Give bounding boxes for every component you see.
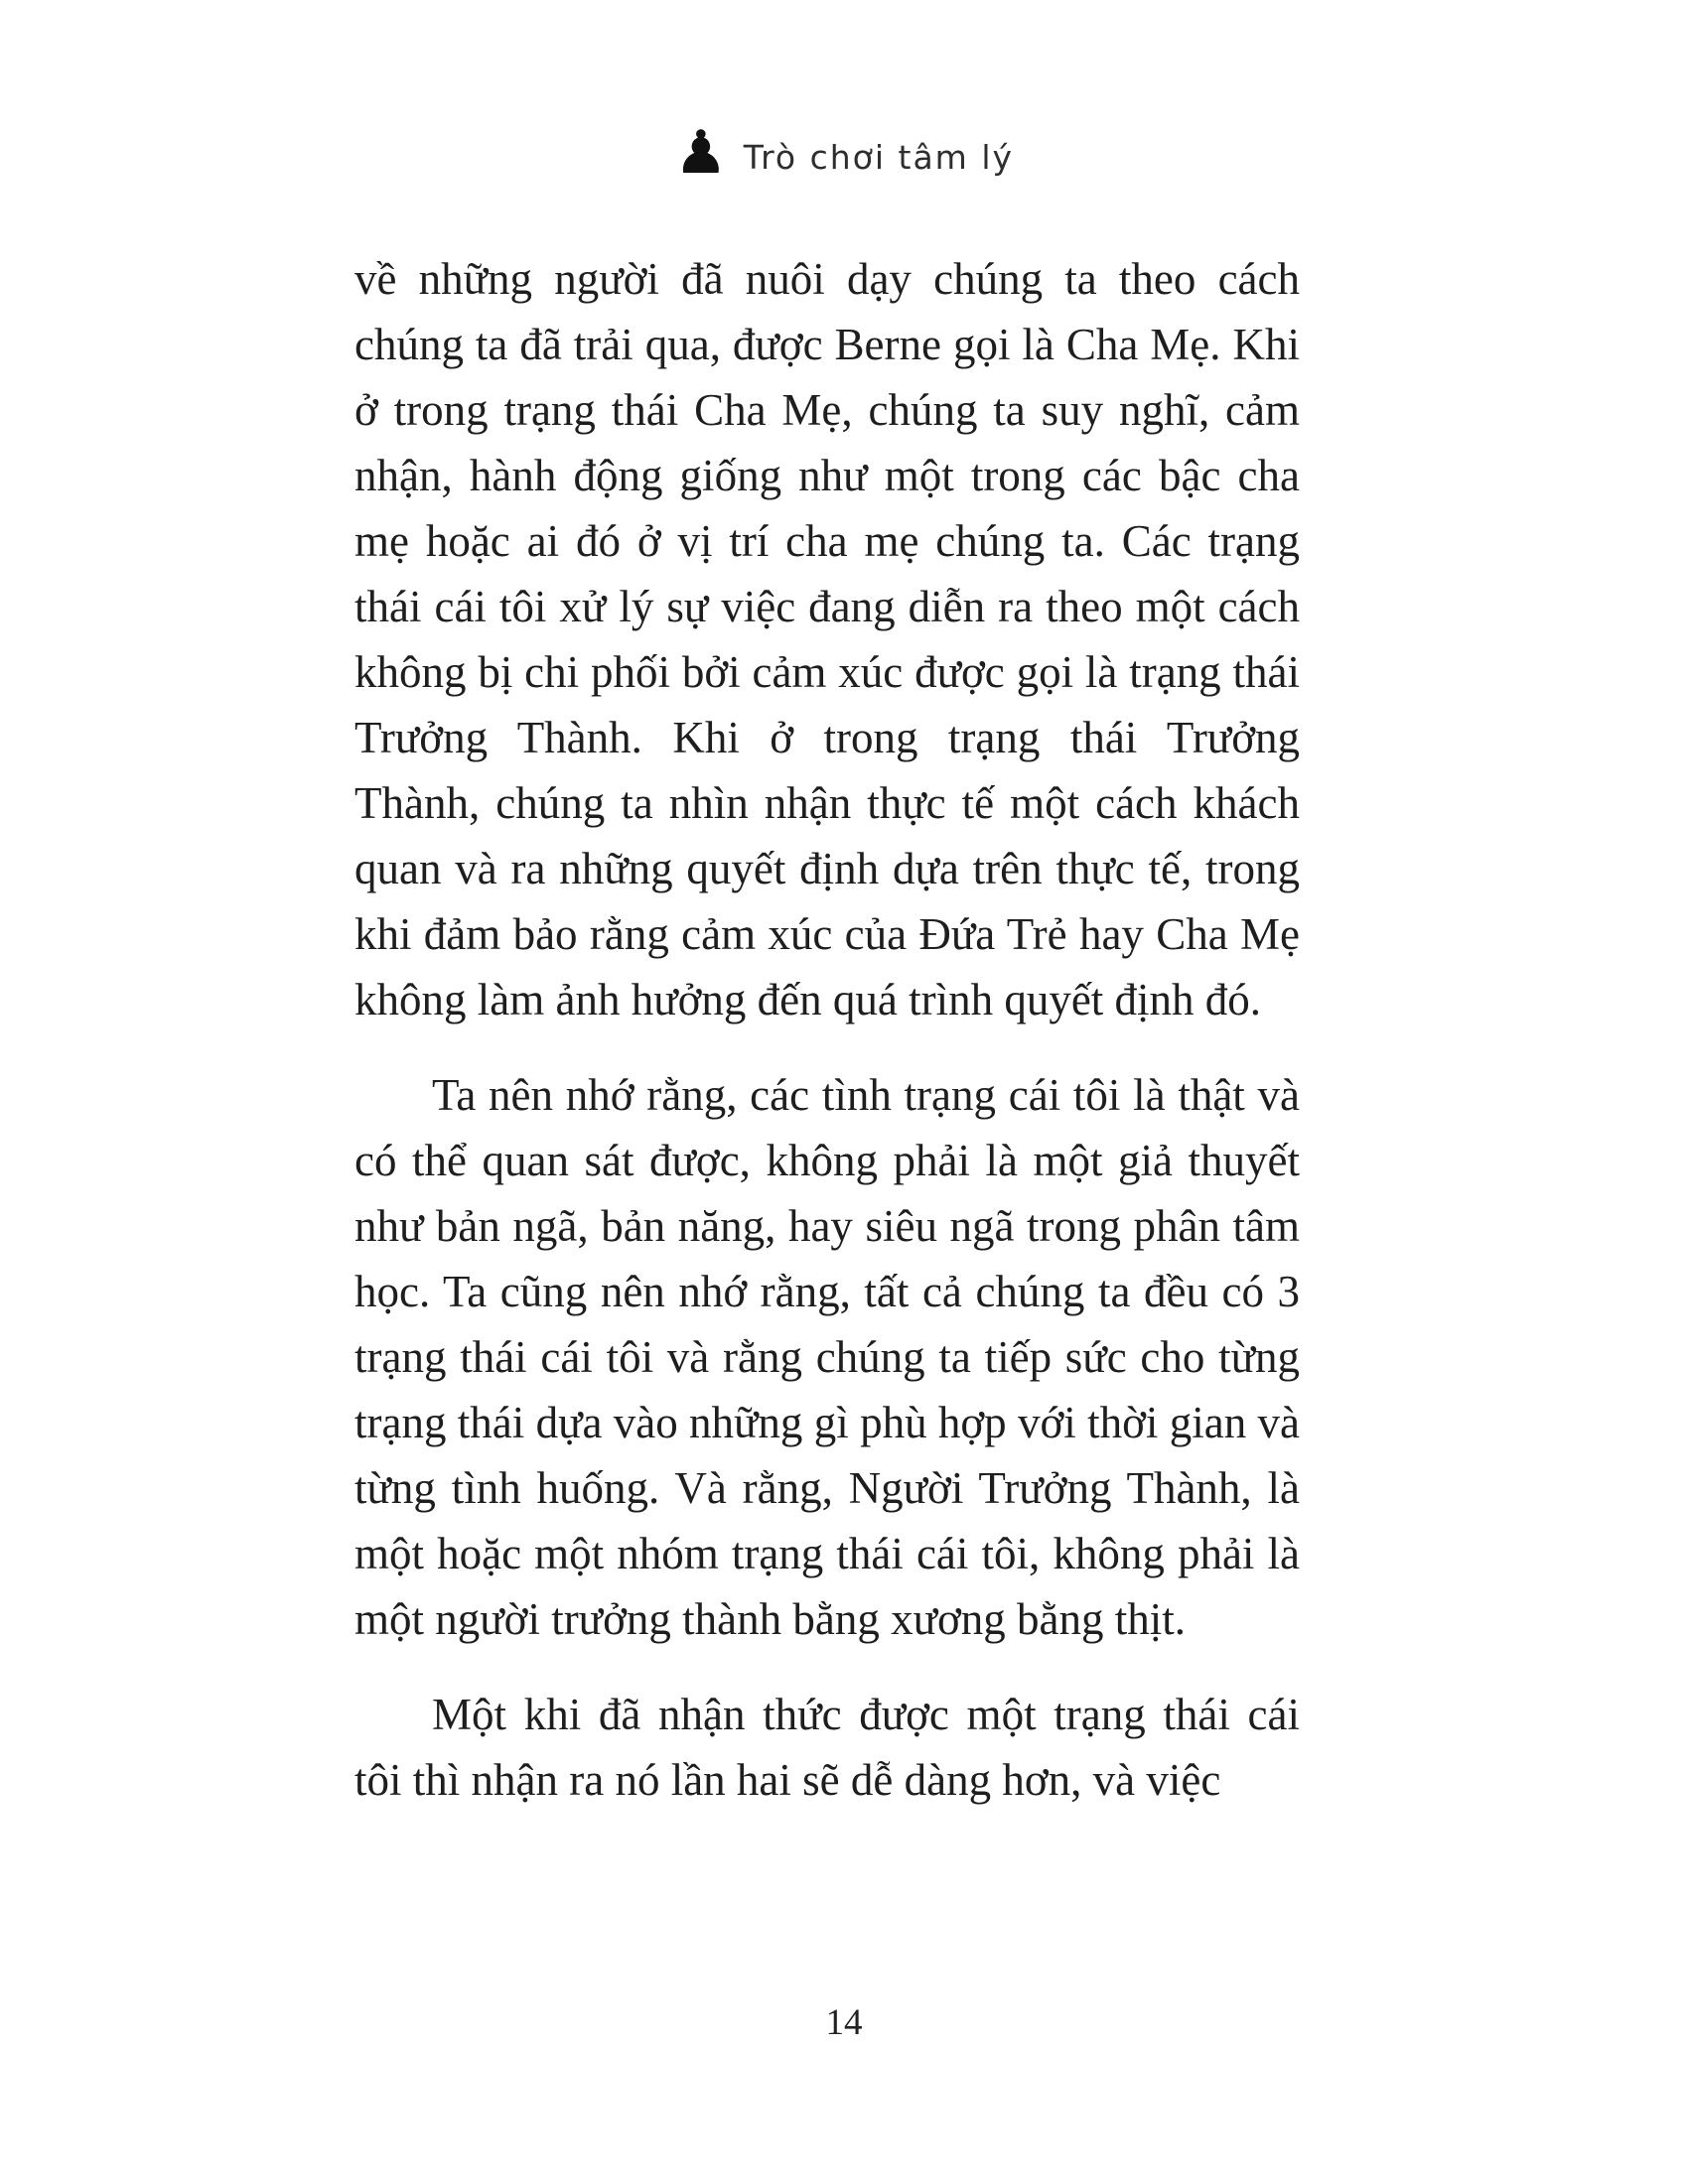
paragraph-3: Một khi đã nhận thức được một trạng thái cái tôi thì nhận ra nó lần hai sẽ dễ dàng hơn, và việc (354, 1690, 1300, 1805)
body-text (354, 246, 1300, 1843)
running-header (0, 118, 1688, 188)
running-header-title: Trò chơi tâm lý (743, 137, 1015, 177)
chess-pawn-icon: ♟ (673, 118, 728, 188)
page-footer (0, 2001, 1688, 2044)
paragraph-1: về những người đã nuôi dạy chúng ta theo cách chúng ta đã trải qua, được Berne gọi là Cha Mẹ. Khi ở trong trạng thái Cha Mẹ, chúng ta suy nghĩ, cảm nhận, hành động giống như một trong các bậc cha mẹ hoặc ai đó ở vị trí cha mẹ chúng ta. Các trạng thái cái tôi xử lý sự việc đang diễn ra theo một cách không bị chi phối bởi cảm xúc được gọi là trạng thái Trưởng Thành. Khi ở trong trạng thái Trưởng Thành, chúng ta nhìn nhận thực tế một cách khách quan và ra những quyết định dựa trên thực tế, trong khi đảm bảo rằng cảm xúc của Đứa Trẻ hay Cha Mẹ không làm ảnh hưởng đến quá trình quyết định đó. (354, 254, 1300, 1024)
paragraph-2: Ta nên nhớ rằng, các tình trạng cái tôi là thật và có thể quan sát được, không phải là một giả thuyết như bản ngã, bản năng, hay siêu ngã trong phân tâm học. Ta cũng nên nhớ rằng, tất cả chúng ta đều có 3 trạng thái cái tôi và rằng chúng ta tiếp sức cho từng trạng thái dựa vào những gì phù hợp với thời gian và từng tình huống. Và rằng, Người Trưởng Thành, là một hoặc một nhóm trạng thái cái tôi, không phải là một người trưởng thành bằng xương bằng thịt. (354, 1070, 1300, 1644)
page-number: 14 (825, 2002, 863, 2043)
